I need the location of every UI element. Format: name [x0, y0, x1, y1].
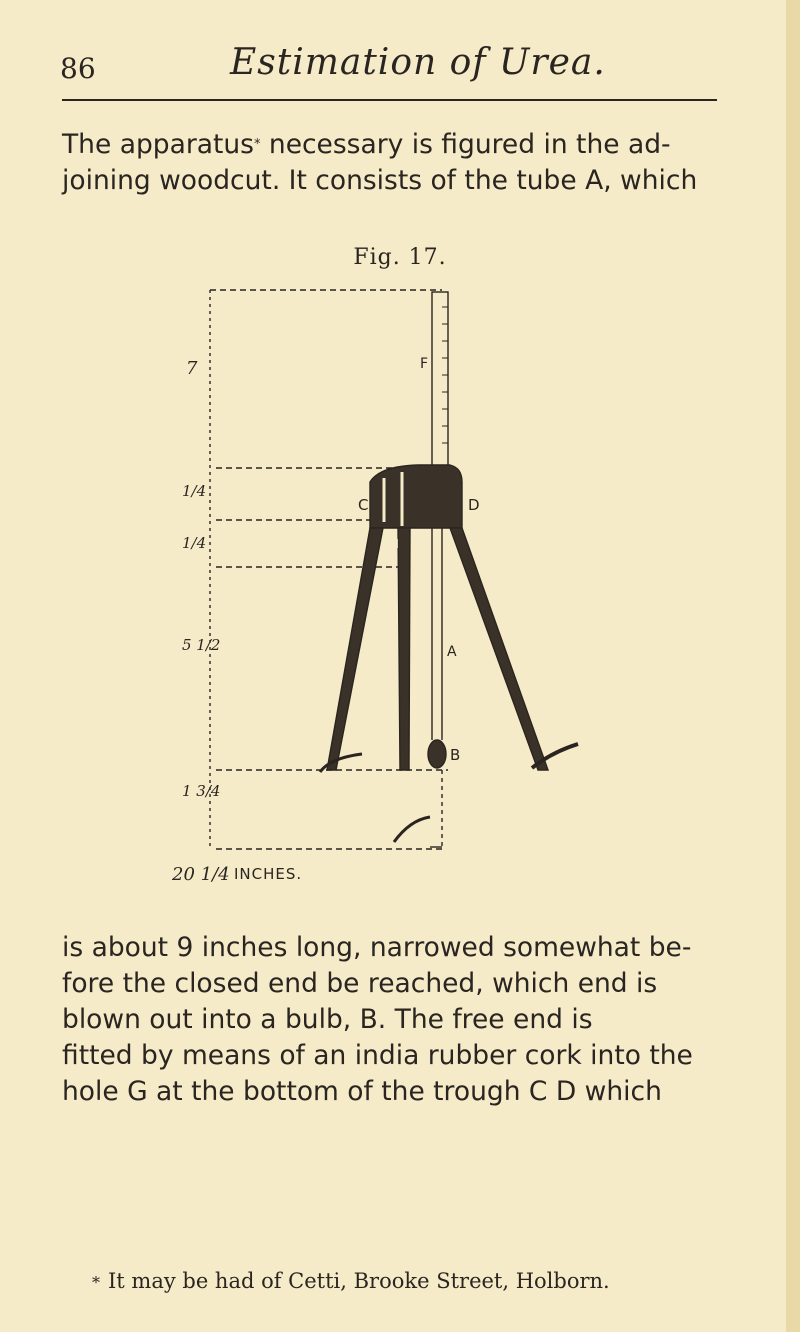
label-g: G [444, 547, 454, 561]
tripod-leg-left [327, 528, 383, 770]
footnote-marker: * [253, 137, 261, 152]
text-line: fitted by means of an india rubber cork into the [62, 1040, 693, 1071]
footnote-marker: * [92, 1273, 100, 1292]
apparatus-woodcut [172, 282, 620, 902]
dimension-label: 1/4 [182, 482, 207, 500]
text-line: The apparatus* necessary is figured in the ad- [62, 129, 671, 160]
dimension-label: 7 [186, 358, 198, 379]
graduated-tube [432, 292, 448, 467]
text-line: joining woodcut. It consists of the tube A, which [62, 165, 698, 196]
footnote [92, 1269, 610, 1293]
page-header [60, 42, 740, 92]
text-line: blown out into a bulb, B. The free end is [62, 1004, 593, 1035]
text-line: fore the closed end be reached, which end is [62, 968, 658, 999]
dimension-label: 1/4 [182, 534, 207, 552]
page-edge [786, 0, 800, 1332]
dimension-label: 5 1/2 [182, 636, 221, 654]
total-dimension-label: 20 1/4 [172, 864, 230, 885]
units-label: INCHES. [234, 865, 303, 883]
figure-caption: Fig. 17. [353, 245, 447, 270]
text-line: is about 9 inches long, narrowed somewhat be- [62, 932, 692, 963]
label-f: F [420, 356, 429, 372]
paragraph-1 [62, 127, 722, 199]
tripod-leg-center [398, 528, 410, 770]
label-h: H [390, 537, 400, 551]
figure-apparatus [172, 282, 620, 902]
label-a: A [447, 644, 457, 660]
page-number: 86 [60, 52, 96, 85]
header-rule [62, 99, 717, 101]
running-title: Estimation of Urea. [230, 42, 606, 83]
bulb-b [428, 740, 446, 768]
label-b: B [450, 746, 461, 764]
paragraph-2 [62, 930, 722, 1110]
footnote-text: It may be had of Cetti, Brooke Street, Holborn. [108, 1269, 610, 1293]
dimension-label: 1 3/4 [182, 782, 221, 800]
tripod-leg-right [450, 528, 548, 770]
label-c: C [358, 496, 369, 514]
label-d: D [468, 496, 480, 514]
foot-center [394, 817, 430, 842]
text-line: hole G at the bottom of the trough C D which [62, 1076, 662, 1107]
